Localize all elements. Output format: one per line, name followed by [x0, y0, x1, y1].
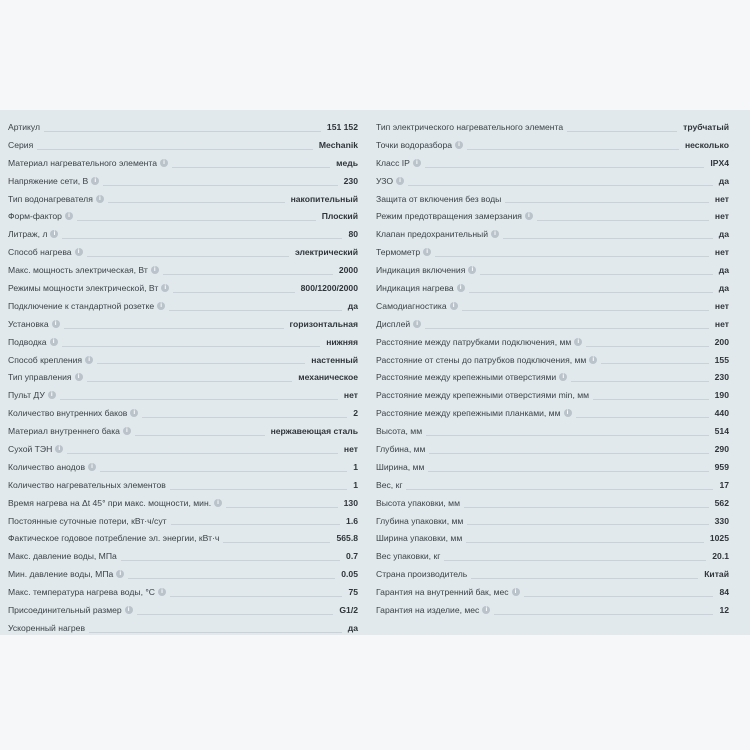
- leader-line: [469, 292, 713, 293]
- info-icon[interactable]: i: [482, 606, 490, 614]
- info-icon[interactable]: i: [65, 212, 73, 220]
- spec-label: Макс. давление воды, МПа: [8, 551, 117, 562]
- spec-value: нержавеющая сталь: [270, 426, 358, 437]
- spec-row: [8, 386, 358, 404]
- spec-label: Артикул: [8, 121, 41, 132]
- spec-row: [8, 547, 358, 565]
- spec-row: [376, 547, 729, 565]
- spec-value: 1025: [709, 533, 729, 544]
- info-icon[interactable]: i: [91, 177, 99, 185]
- spec-label: Мин. давление воды, МПа: [8, 569, 114, 580]
- spec-value: настенный: [311, 354, 358, 365]
- leader-line: [142, 417, 347, 418]
- info-icon[interactable]: i: [413, 159, 421, 167]
- info-icon[interactable]: i: [52, 320, 60, 328]
- spec-label: Индикация включения: [376, 265, 466, 276]
- spec-label: Глубина упаковки, мм: [376, 515, 464, 526]
- spec-label: Литраж, л: [8, 229, 48, 240]
- spec-row: [8, 351, 358, 369]
- spec-label: Расстояние между крепежными отверстиями: [376, 372, 557, 383]
- spec-label: Способ нагрева: [8, 247, 72, 258]
- leader-line: [524, 596, 714, 597]
- spec-row: [8, 422, 358, 440]
- spec-row: [8, 458, 358, 476]
- leader-line: [226, 507, 338, 508]
- spec-value: 190: [714, 390, 729, 401]
- spec-label: Установка: [8, 318, 49, 329]
- spec-label: Гарантия на внутренний бак, мес: [376, 587, 509, 598]
- spec-column-right: [376, 118, 729, 619]
- spec-sheet: [0, 110, 750, 635]
- spec-label: Высота, мм: [376, 426, 423, 437]
- spec-label: Сухой ТЭН: [8, 443, 53, 454]
- spec-label: Пульт ДУ: [8, 390, 45, 401]
- info-icon[interactable]: i: [491, 230, 499, 238]
- spec-row: [8, 512, 358, 530]
- spec-row: [376, 494, 729, 512]
- spec-label: Дисплей: [376, 318, 411, 329]
- spec-row: [8, 279, 358, 297]
- spec-row: [376, 458, 729, 476]
- spec-value: 330: [714, 515, 729, 526]
- leader-line: [444, 560, 706, 561]
- spec-value: накопительный: [290, 193, 358, 204]
- spec-value: 1.6: [346, 515, 358, 526]
- spec-row: [8, 261, 358, 279]
- spec-value: 562: [714, 497, 729, 508]
- spec-value: 230: [714, 372, 729, 383]
- leader-line: [462, 310, 709, 311]
- spec-value: Плоский: [321, 211, 358, 222]
- spec-label: Фактическое годовое потребление эл. энергии, кВт·ч: [8, 533, 220, 544]
- spec-row: [376, 172, 729, 190]
- spec-row: [376, 476, 729, 494]
- spec-label: Подключение к стандартной розетке: [8, 300, 155, 311]
- spec-label: Постоянные суточные потери, кВт·ч/сут: [8, 515, 167, 526]
- spec-label: Материал нагревательного элемента: [8, 157, 158, 168]
- info-icon[interactable]: i: [116, 570, 124, 578]
- spec-value: IPX4: [710, 157, 729, 168]
- spec-value: Mechanik: [318, 139, 358, 150]
- spec-value: нет: [343, 390, 358, 401]
- spec-value: нижняя: [326, 336, 358, 347]
- spec-row: [8, 243, 358, 261]
- spec-value: 155: [714, 354, 729, 365]
- leader-line: [137, 614, 334, 615]
- spec-row: [376, 297, 729, 315]
- leader-line: [169, 310, 342, 311]
- spec-label: Способ крепления: [8, 354, 83, 365]
- spec-value: нет: [714, 318, 729, 329]
- spec-row: [376, 207, 729, 225]
- spec-row: [376, 351, 729, 369]
- spec-label: Количество нагревательных элементов: [8, 479, 166, 490]
- info-icon[interactable]: i: [158, 588, 166, 596]
- spec-value: электрический: [294, 247, 358, 258]
- info-icon[interactable]: i: [50, 338, 58, 346]
- info-icon[interactable]: i: [151, 266, 159, 274]
- spec-label: Высота упаковки, мм: [376, 497, 460, 508]
- spec-row: [376, 404, 729, 422]
- spec-value: 80: [348, 229, 358, 240]
- spec-value: 20.1: [712, 551, 729, 562]
- spec-label: Материал внутреннего бака: [8, 426, 120, 437]
- info-icon[interactable]: i: [512, 588, 520, 596]
- info-icon[interactable]: i: [75, 373, 83, 381]
- spec-value: медь: [336, 157, 358, 168]
- spec-label: Расстояние от стены до патрубков подключения, мм: [376, 354, 587, 365]
- spec-label: Клапан предохранительный: [376, 229, 489, 240]
- spec-row: [8, 494, 358, 512]
- spec-value: да: [718, 229, 729, 240]
- leader-line: [62, 238, 342, 239]
- spec-row: [376, 440, 729, 458]
- leader-line: [67, 453, 338, 454]
- spec-row: [8, 225, 358, 243]
- spec-row: [376, 261, 729, 279]
- spec-label: Термометр: [376, 247, 421, 258]
- spec-row: [8, 190, 358, 208]
- spec-value: да: [718, 265, 729, 276]
- spec-label: Самодиагностика: [376, 300, 447, 311]
- info-icon[interactable]: i: [525, 212, 533, 220]
- info-icon[interactable]: i: [130, 409, 138, 417]
- spec-value: 565.8: [336, 533, 358, 544]
- spec-label: Страна производитель: [376, 569, 468, 580]
- info-icon[interactable]: i: [574, 338, 582, 346]
- spec-value: нет: [714, 247, 729, 258]
- leader-line: [37, 149, 313, 150]
- spec-value: горизонтальная: [289, 318, 358, 329]
- info-icon[interactable]: i: [75, 248, 83, 256]
- spec-row: [376, 154, 729, 172]
- spec-row: [376, 565, 729, 583]
- spec-row: [376, 601, 729, 619]
- spec-label: Количество внутренних баков: [8, 408, 128, 419]
- spec-value: нет: [714, 193, 729, 204]
- spec-value: 17: [719, 479, 729, 490]
- leader-line: [480, 274, 712, 275]
- spec-value: 230: [343, 175, 358, 186]
- leader-line: [44, 131, 321, 132]
- spec-value: 440: [714, 408, 729, 419]
- spec-row: [8, 476, 358, 494]
- leader-line: [87, 256, 289, 257]
- leader-line: [571, 381, 708, 382]
- spec-value: 2: [353, 408, 358, 419]
- leader-line: [503, 238, 713, 239]
- leader-line: [466, 542, 704, 543]
- info-icon[interactable]: i: [160, 159, 168, 167]
- spec-value: 84: [719, 587, 729, 598]
- spec-row: [8, 118, 358, 136]
- leader-line: [586, 346, 708, 347]
- spec-label: Режим предотвращения замерзания: [376, 211, 522, 222]
- spec-label: Ширина, мм: [376, 461, 425, 472]
- spec-label: Подводка: [8, 336, 47, 347]
- spec-value: 1: [353, 461, 358, 472]
- info-icon[interactable]: i: [468, 266, 476, 274]
- spec-value: 2000: [338, 265, 358, 276]
- info-icon[interactable]: i: [48, 391, 56, 399]
- spec-row: [8, 333, 358, 351]
- spec-row: [376, 136, 729, 154]
- spec-label: Тип управления: [8, 372, 72, 383]
- spec-row: [376, 386, 729, 404]
- spec-row: [376, 279, 729, 297]
- spec-label: Индикация нагрева: [376, 282, 454, 293]
- spec-label: Режимы мощности электрической, Вт: [8, 282, 159, 293]
- leader-line: [464, 507, 709, 508]
- info-icon[interactable]: i: [413, 320, 421, 328]
- spec-value: да: [347, 622, 358, 633]
- leader-line: [87, 381, 293, 382]
- spec-value: 1: [353, 479, 358, 490]
- spec-row: [376, 512, 729, 530]
- leader-line: [108, 202, 285, 203]
- leader-line: [425, 167, 704, 168]
- spec-label: Глубина, мм: [376, 443, 426, 454]
- spec-value: трубчатый: [683, 121, 729, 132]
- spec-row: [376, 243, 729, 261]
- leader-line: [426, 435, 709, 436]
- spec-row: [376, 422, 729, 440]
- leader-line: [121, 560, 340, 561]
- leader-line: [128, 578, 335, 579]
- spec-row: [8, 440, 358, 458]
- spec-row: [8, 136, 358, 154]
- spec-row: [8, 368, 358, 386]
- spec-value: 0.7: [346, 551, 358, 562]
- leader-line: [170, 489, 347, 490]
- spec-row: [8, 619, 358, 637]
- spec-row: [8, 601, 358, 619]
- info-icon[interactable]: i: [88, 463, 96, 471]
- leader-line: [135, 435, 265, 436]
- info-icon[interactable]: i: [55, 445, 63, 453]
- spec-value: 800/1200/2000: [300, 282, 358, 293]
- spec-row: [8, 583, 358, 601]
- spec-value: 12: [719, 604, 729, 615]
- leader-line: [60, 399, 338, 400]
- leader-line: [467, 149, 679, 150]
- spec-row: [8, 154, 358, 172]
- spec-label: Ширина упаковки, мм: [376, 533, 463, 544]
- spec-row: [376, 368, 729, 386]
- spec-row: [376, 315, 729, 333]
- spec-value: 151 152: [326, 121, 358, 132]
- info-icon[interactable]: i: [50, 230, 58, 238]
- spec-row: [8, 297, 358, 315]
- spec-value: нет: [714, 211, 729, 222]
- spec-label: Форм-фактор: [8, 211, 62, 222]
- info-icon[interactable]: i: [85, 356, 93, 364]
- leader-line: [429, 453, 708, 454]
- spec-row: [376, 118, 729, 136]
- spec-value: механическое: [298, 372, 358, 383]
- leader-line: [173, 292, 294, 293]
- spec-row: [376, 333, 729, 351]
- spec-row: [8, 207, 358, 225]
- spec-row: [8, 404, 358, 422]
- spec-value: нет: [343, 443, 358, 454]
- spec-label: Количество анодов: [8, 461, 86, 472]
- spec-row: [8, 315, 358, 333]
- spec-value: 130: [343, 497, 358, 508]
- spec-label: УЗО: [376, 175, 394, 186]
- leader-line: [428, 471, 708, 472]
- info-icon[interactable]: i: [455, 141, 463, 149]
- spec-value: да: [347, 300, 358, 311]
- spec-label: Присоединительный размер: [8, 604, 122, 615]
- info-icon[interactable]: i: [559, 373, 567, 381]
- leader-line: [567, 131, 677, 132]
- leader-line: [77, 220, 316, 221]
- spec-value: 0.05: [341, 569, 358, 580]
- spec-value: 514: [714, 426, 729, 437]
- spec-label: Расстояние между крепежными отверстиями min, мм: [376, 390, 590, 401]
- info-icon[interactable]: i: [457, 284, 465, 292]
- spec-column-left: [8, 118, 358, 637]
- spec-value: Китай: [704, 569, 729, 580]
- spec-label: Серия: [8, 139, 34, 150]
- spec-label: Время нагрева на Δt 45° при макс. мощности, мин.: [8, 497, 212, 508]
- spec-row: [376, 583, 729, 601]
- spec-value: G1/2: [339, 604, 358, 615]
- spec-value: 75: [348, 587, 358, 598]
- spec-row: [376, 190, 729, 208]
- spec-value: несколько: [684, 139, 729, 150]
- spec-label: Тип электрического нагревательного элемента: [376, 121, 564, 132]
- leader-line: [100, 471, 347, 472]
- leader-line: [97, 363, 305, 364]
- spec-value: 200: [714, 336, 729, 347]
- spec-label: Ускоренный нагрев: [8, 622, 86, 633]
- leader-line: [406, 489, 713, 490]
- spec-value: да: [718, 282, 729, 293]
- leader-line: [471, 578, 698, 579]
- leader-line: [408, 185, 713, 186]
- leader-line: [62, 346, 321, 347]
- spec-value: да: [718, 175, 729, 186]
- spec-row: [8, 172, 358, 190]
- info-icon[interactable]: i: [96, 195, 104, 203]
- info-icon[interactable]: i: [123, 427, 131, 435]
- leader-line: [576, 417, 709, 418]
- spec-row: [8, 529, 358, 547]
- leader-line: [223, 542, 330, 543]
- spec-row: [8, 565, 358, 583]
- info-icon[interactable]: i: [450, 302, 458, 310]
- spec-label: Тип водонагревателя: [8, 193, 93, 204]
- leader-line: [601, 363, 708, 364]
- leader-line: [172, 167, 330, 168]
- spec-label: Вес, кг: [376, 479, 403, 490]
- leader-line: [435, 256, 709, 257]
- info-icon[interactable]: i: [161, 284, 169, 292]
- spec-row: [376, 225, 729, 243]
- spec-label: Напряжение сети, В: [8, 175, 89, 186]
- info-icon[interactable]: i: [157, 302, 165, 310]
- spec-label: Точки водоразбора: [376, 139, 453, 150]
- info-icon[interactable]: i: [396, 177, 404, 185]
- spec-label: Гарантия на изделие, мес: [376, 604, 480, 615]
- spec-value: 959: [714, 461, 729, 472]
- spec-label: Защита от включения без воды: [376, 193, 502, 204]
- leader-line: [505, 202, 709, 203]
- info-icon[interactable]: i: [214, 499, 222, 507]
- leader-line: [467, 524, 708, 525]
- spec-label: Макс. температура нагрева воды, °С: [8, 587, 155, 598]
- leader-line: [170, 596, 342, 597]
- spec-label: Класс IP: [376, 157, 410, 168]
- leader-line: [537, 220, 709, 221]
- info-icon[interactable]: i: [564, 409, 572, 417]
- leader-line: [103, 185, 337, 186]
- spec-label: Расстояние между крепежными планками, мм: [376, 408, 561, 419]
- leader-line: [64, 328, 284, 329]
- info-icon[interactable]: i: [589, 356, 597, 364]
- leader-line: [163, 274, 333, 275]
- info-icon[interactable]: i: [423, 248, 431, 256]
- info-icon[interactable]: i: [125, 606, 133, 614]
- leader-line: [171, 524, 340, 525]
- spec-row: [376, 529, 729, 547]
- spec-label: Расстояние между патрубками подключения, мм: [376, 336, 572, 347]
- leader-line: [593, 399, 709, 400]
- leader-line: [425, 328, 709, 329]
- leader-line: [89, 632, 342, 633]
- spec-label: Вес упаковки, кг: [376, 551, 441, 562]
- leader-line: [494, 614, 713, 615]
- spec-value: 290: [714, 443, 729, 454]
- spec-label: Макс. мощность электрическая, Вт: [8, 265, 148, 276]
- spec-value: нет: [714, 300, 729, 311]
